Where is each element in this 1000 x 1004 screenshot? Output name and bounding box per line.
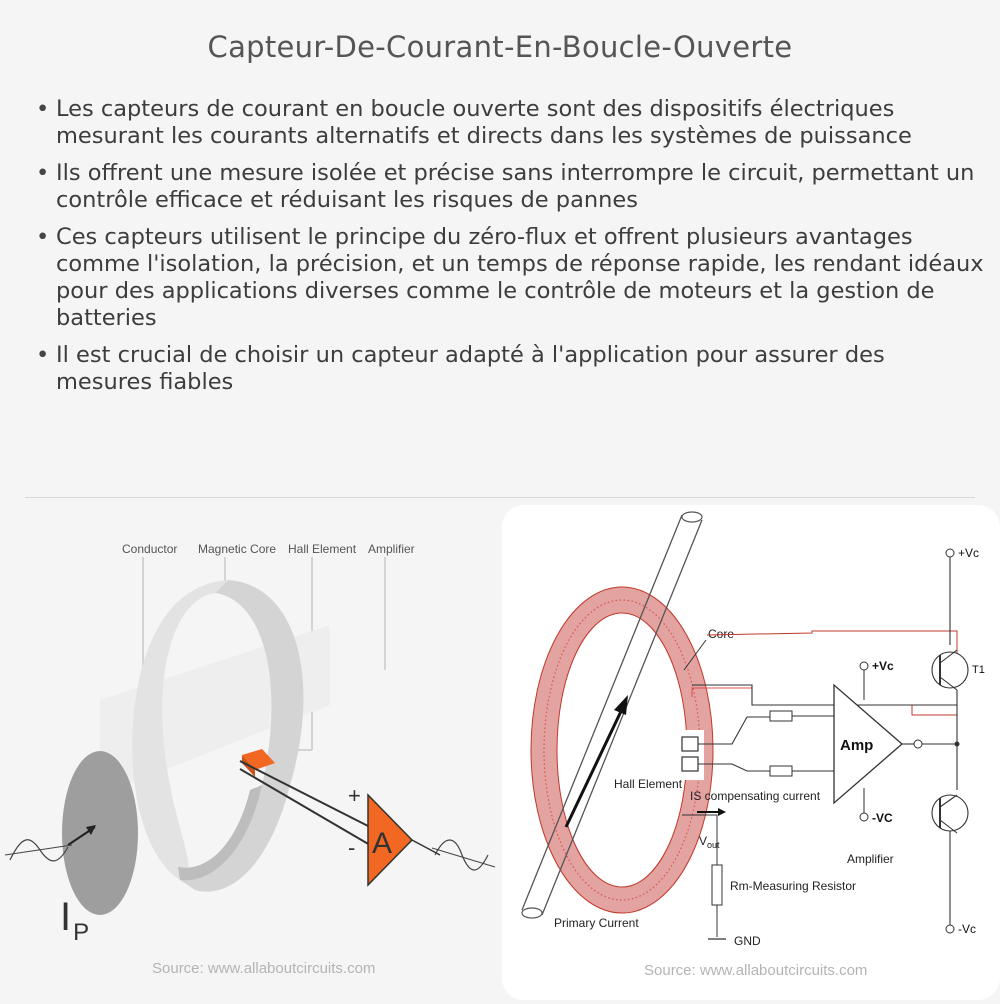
label-conductor: Conductor (122, 542, 178, 556)
label-vout: $V_{out}$ (699, 834, 720, 850)
circuit-diagram (502, 505, 1000, 1000)
hall-element-block (682, 737, 698, 751)
plus-sign: + (348, 783, 361, 808)
measuring-resistor (712, 865, 722, 905)
section-divider (25, 497, 975, 498)
label-rm-resistor: Rm-Measuring Resistor (730, 879, 857, 893)
output-wave-icon (435, 840, 488, 870)
label-is-compensating-current: IS compensating current (690, 789, 821, 803)
primary-current-arrow-icon (614, 695, 628, 715)
bullet-item: • Ces capteurs utilisent le principe du zéro-flux et offrent plusieurs avantages comme l'isolation, la précision, et un temps de réponse rapide, les rendant idéaux pour des applications diverses comme le contrôle de moteurs et la gestion de batteries (36, 224, 986, 332)
bullet-list (36, 96, 986, 406)
source-credit: Source: www.allaboutcircuits.com (644, 962, 868, 979)
amp-vplus-terminal (860, 662, 868, 670)
label-gnd: GND (734, 934, 761, 948)
label-amplifier: Amplifier (847, 852, 894, 866)
bullet-item: • Les capteurs de courant en boucle ouverte sont des dispositifs électriques mesurant les courants alternatifs et directs dans les systèmes de puissance (36, 96, 986, 150)
is-arrow-icon (718, 808, 726, 816)
label-hall-element: Hall Element (288, 542, 357, 556)
label-primary-current: Primary Current (554, 916, 639, 930)
minus-sign: - (348, 835, 356, 860)
label-core: Core (708, 627, 735, 641)
label-hall-element: Hall Element (614, 777, 683, 791)
label-rail-minus-vc: -Vc (958, 922, 976, 936)
source-credit: Source: www.allaboutcircuits.com (152, 960, 376, 977)
transistor-t1 (932, 652, 968, 688)
amp-vminus-terminal (860, 813, 868, 821)
page-title: Capteur-De-Courant-En-Boucle-Ouverte (207, 30, 793, 64)
bullet-item: • Ils offrent une mesure isolée et précise sans interrompre le circuit, permettant un contrôle efficace et réduisant les risques de pannes (36, 160, 986, 214)
label-amplifier: Amplifier (368, 542, 415, 556)
bullet-item: • Il est crucial de choisir un capteur adapté à l'application pour assurer des mesures fiables (36, 342, 986, 396)
amplifier-letter: A (372, 827, 393, 860)
label-rail-plus-vc: +Vc (958, 546, 980, 560)
label-magnetic-core: Magnetic Core (198, 542, 277, 556)
rail-plus-terminal (946, 549, 954, 557)
open-loop-sensor-illustration (0, 505, 500, 1000)
conductor-end-face (62, 751, 138, 915)
amp-label: Amp (840, 737, 874, 754)
rail-minus-terminal (946, 925, 954, 933)
ip-label: $I_P$ (60, 895, 90, 946)
label-amp-minus-vc: -VC (872, 811, 893, 825)
resistor-top (770, 711, 792, 721)
label-t1: T1 (972, 664, 985, 676)
label-amp-plus-vc: +Vc (872, 659, 894, 673)
resistor-bottom (770, 766, 792, 776)
